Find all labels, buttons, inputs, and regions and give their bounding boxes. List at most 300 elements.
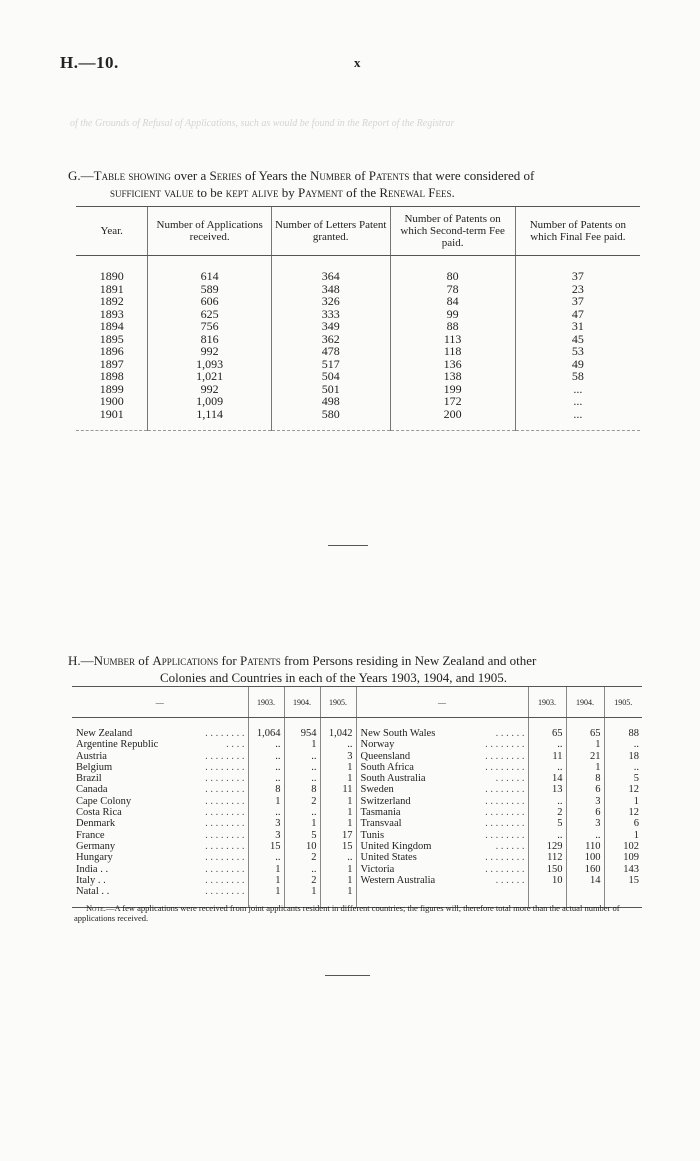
country-name: Italy . . <box>76 874 106 886</box>
title-run: Patents <box>239 653 281 668</box>
col-header-left-1903: 1903. <box>248 687 284 718</box>
title-run: Payment <box>297 185 343 200</box>
table-cell <box>515 420 640 431</box>
table-cell <box>271 420 390 431</box>
title-run: for <box>218 653 240 668</box>
table-g-title <box>68 167 642 201</box>
col-header-second-term: Number of Patents on which Second-term Fee paid. <box>390 207 515 256</box>
country-name: Transvaal <box>356 818 468 829</box>
cell-applications: 614 <box>148 270 271 283</box>
value-1903: .. <box>248 773 284 784</box>
spacer-row <box>72 718 642 729</box>
cell-final-fee: ... <box>515 395 640 408</box>
leader-dots: . . . . . . . . <box>485 795 525 807</box>
value-1904: 8 <box>566 773 604 784</box>
cell-second-term: 88 <box>390 320 515 333</box>
value-1903: 1,064 <box>248 728 284 739</box>
table-cell <box>271 256 390 271</box>
title-run: of Years the <box>241 168 310 183</box>
table-cell <box>72 718 170 729</box>
value-1905: 1,042 <box>320 728 356 739</box>
cell-applications: 992 <box>148 345 271 358</box>
cell-year: 1899 <box>99 381 124 396</box>
table-g-title-prefix: G.— <box>68 168 94 183</box>
country-name: Western Australia <box>356 875 468 886</box>
value-1905: .. <box>604 739 642 750</box>
table-cell <box>390 256 515 271</box>
table-row <box>72 830 642 841</box>
cell-year: 1890 <box>99 269 124 283</box>
value-1905: 17 <box>320 830 356 841</box>
leader-dots: . . . . . . . . <box>205 761 245 773</box>
table-row <box>72 773 642 784</box>
country-name: South Australia <box>356 773 468 784</box>
cell-second-term: 200 <box>390 408 515 421</box>
cell-final-fee: ... <box>515 383 640 396</box>
cell-year: 1893 <box>99 306 124 321</box>
cell-letters-patent: 349 <box>271 320 390 333</box>
leader-dots: . . . . . . . . <box>205 795 245 807</box>
page-number: x <box>354 55 361 70</box>
table-h-title-prefix: H.— <box>68 653 94 668</box>
title-run: Series <box>209 168 242 183</box>
table-row <box>72 818 642 829</box>
table-row <box>76 320 640 333</box>
cell-year: 1895 <box>99 331 124 346</box>
footnote-text: —A few applications were received from joint applicants resident in different countries; the figures will, therefore total more than the actual number of applications received. <box>74 903 620 923</box>
value-1904: 10 <box>284 841 320 852</box>
table-row <box>72 762 642 773</box>
country-name: Belgium <box>76 761 113 773</box>
title-run: of <box>351 168 369 183</box>
value-1904 <box>566 886 604 897</box>
country-name: Canada <box>76 784 108 796</box>
value-1903: .. <box>248 751 284 762</box>
cell-letters-patent: 498 <box>271 395 390 408</box>
cell-second-term: 118 <box>390 345 515 358</box>
country-name: Denmark <box>76 818 116 830</box>
country-name: United Kingdom <box>356 841 468 852</box>
country-name: New South Wales <box>356 728 468 739</box>
value-1905: 12 <box>604 784 642 795</box>
table-cell <box>76 420 148 431</box>
table-cell <box>170 718 248 729</box>
table-row <box>76 295 640 308</box>
value-1904: 2 <box>284 875 320 886</box>
value-1905: 1 <box>320 773 356 784</box>
title-run: to be <box>193 185 226 200</box>
table-row <box>76 270 640 283</box>
footnote <box>74 903 644 923</box>
col-header-right-1904: 1904. <box>566 687 604 718</box>
value-1905: .. <box>320 739 356 750</box>
country-name: Switzerland <box>356 796 468 807</box>
cell-final-fee: 58 <box>515 370 640 383</box>
table-row <box>76 395 640 408</box>
cell-final-fee: 37 <box>515 295 640 308</box>
table-row <box>72 751 642 762</box>
leader-dots: . . . . . . . . <box>485 818 525 830</box>
col-header-final-fee: Number of Patents on which Final Fee paid. <box>515 207 640 256</box>
value-1903 <box>528 886 566 897</box>
cell-year: 1898 <box>99 369 124 383</box>
table-row <box>76 283 640 296</box>
title-run: showing <box>125 168 171 183</box>
value-1905: 102 <box>604 841 642 852</box>
country-name: Norway <box>356 739 468 750</box>
value-1905: 18 <box>604 751 642 762</box>
leader-dots: . . . . . . . . <box>205 784 245 796</box>
table-row <box>72 728 642 739</box>
value-1903: 13 <box>528 784 566 795</box>
cell-year: 1900 <box>99 394 124 408</box>
leader-dots: . . . . . . <box>495 874 525 886</box>
country-name: Tasmania <box>356 807 468 818</box>
cell-year: 1891 <box>99 281 124 296</box>
table-row <box>72 886 642 897</box>
value-1905: 1 <box>320 807 356 818</box>
value-1904: .. <box>284 751 320 762</box>
table-cell <box>566 718 604 729</box>
value-1904: 100 <box>566 852 604 863</box>
cell-year: 1892 <box>99 294 124 308</box>
value-1905: .. <box>604 762 642 773</box>
value-1903: .. <box>248 852 284 863</box>
value-1905: 1 <box>604 830 642 841</box>
value-1905: 1 <box>320 886 356 897</box>
table-g-title-line2 <box>68 184 642 201</box>
value-1905: 88 <box>604 728 642 739</box>
cell-year: 1901 <box>99 406 124 421</box>
value-1904: 65 <box>566 728 604 739</box>
value-1905: 15 <box>604 875 642 886</box>
title-run: kept alive <box>225 185 279 200</box>
table-cell <box>284 718 320 729</box>
value-1903: 15 <box>248 841 284 852</box>
table-cell <box>148 420 271 431</box>
cell-letters-patent: 326 <box>271 295 390 308</box>
value-1905: 1 <box>320 796 356 807</box>
table-row <box>76 358 640 371</box>
cell-applications: 1,021 <box>148 370 271 383</box>
value-1903: .. <box>248 739 284 750</box>
value-1905: .. <box>320 852 356 863</box>
table-row <box>72 841 642 852</box>
value-1904: 1 <box>566 739 604 750</box>
col-header-year: Year. <box>76 207 148 256</box>
title-run: of <box>135 653 153 668</box>
country-name: Sweden <box>356 784 468 795</box>
table-cell <box>528 718 566 729</box>
value-1904: 1 <box>284 818 320 829</box>
value-1905: 1 <box>320 875 356 886</box>
value-1904: 14 <box>566 875 604 886</box>
table-row <box>76 383 640 396</box>
country-name: France <box>76 829 105 841</box>
leader-dots: . . . . . . . . <box>205 840 245 852</box>
value-1904: .. <box>284 864 320 875</box>
cell-letters-patent: 504 <box>271 370 390 383</box>
value-1904: 954 <box>284 728 320 739</box>
tail-row <box>76 420 640 431</box>
value-1903: 5 <box>528 818 566 829</box>
value-1904: .. <box>566 830 604 841</box>
value-1903: 65 <box>528 728 566 739</box>
col-header-right-dash: — <box>356 687 528 718</box>
title-run: Renewal Fees <box>379 185 452 200</box>
leader-dots: . . . . . . <box>495 728 525 739</box>
leader-dots: . . . . . . . . <box>485 829 525 841</box>
table-g-header-row <box>76 207 640 256</box>
cell-applications: 589 <box>148 283 271 296</box>
value-1903: 8 <box>248 784 284 795</box>
cell-second-term: 138 <box>390 370 515 383</box>
cell-year: 1897 <box>99 356 124 371</box>
col-header-letters-patent: Number of Letters Patent granted. <box>271 207 390 256</box>
title-run: over a <box>170 168 210 183</box>
value-1904: 1 <box>284 739 320 750</box>
country-name: Tunis <box>356 830 468 841</box>
cell-letters-patent: 478 <box>271 345 390 358</box>
country-name: Victoria <box>356 864 468 875</box>
table-cell <box>76 256 148 271</box>
col-header-left-1904: 1904. <box>284 687 320 718</box>
table-h <box>72 686 642 908</box>
country-name: Argentine Republic <box>76 739 159 751</box>
cell-letters-patent: 348 <box>271 283 390 296</box>
value-1904: 5 <box>284 830 320 841</box>
table-h-body <box>72 718 642 908</box>
table-cell <box>515 256 640 271</box>
cell-applications: 992 <box>148 383 271 396</box>
cell-second-term: 199 <box>390 383 515 396</box>
value-1904: 8 <box>284 784 320 795</box>
value-1905: 1 <box>320 818 356 829</box>
leader-dots: . . . . . . . . <box>205 818 245 830</box>
value-1903: 2 <box>528 807 566 818</box>
leader-dots: . . . . . . <box>495 773 525 785</box>
value-1905: 5 <box>604 773 642 784</box>
value-1905: 1 <box>320 762 356 773</box>
table-cell <box>390 420 515 431</box>
leader-dots: . . . . . . . . <box>485 739 525 751</box>
country-name: Costa Rica <box>76 807 122 819</box>
value-1903: 3 <box>248 818 284 829</box>
country-name <box>356 886 468 897</box>
value-1903: 150 <box>528 864 566 875</box>
value-1904: 2 <box>284 796 320 807</box>
title-run: sufficient value <box>110 185 194 200</box>
cell-second-term: 78 <box>390 283 515 296</box>
col-header-applications: Number of Applications received. <box>148 207 271 256</box>
leader-dots: . . . . . . . . <box>205 863 245 875</box>
cell-applications: 816 <box>148 333 271 346</box>
country-name: New Zealand <box>76 728 133 739</box>
value-1903: .. <box>528 762 566 773</box>
value-1905: 1 <box>320 864 356 875</box>
cell-second-term: 80 <box>390 270 515 283</box>
leader-dots: . . . . . . . . <box>485 761 525 773</box>
table-row <box>72 796 642 807</box>
leader-dots: . . . . . . <box>495 840 525 852</box>
cell-second-term: 172 <box>390 395 515 408</box>
value-1905: 1 <box>604 796 642 807</box>
cell-applications: 1,009 <box>148 395 271 408</box>
cell-letters-patent: 517 <box>271 358 390 371</box>
value-1903: 14 <box>528 773 566 784</box>
table-row <box>76 333 640 346</box>
cell-applications: 1,093 <box>148 358 271 371</box>
cell-year: 1896 <box>99 344 124 358</box>
table-g-title-line1 <box>94 168 535 183</box>
value-1903: 11 <box>528 751 566 762</box>
country-name: Cape Colony <box>76 795 132 807</box>
table-h-title-line1 <box>94 653 537 668</box>
title-run: . <box>451 185 455 200</box>
table-cell <box>248 718 284 729</box>
value-1903: 1 <box>248 796 284 807</box>
value-1905: 143 <box>604 864 642 875</box>
table-cell <box>320 718 356 729</box>
value-1905 <box>604 886 642 897</box>
value-1903: 10 <box>528 875 566 886</box>
value-1905: 6 <box>604 818 642 829</box>
cell-applications: 606 <box>148 295 271 308</box>
value-1904: 1 <box>284 886 320 897</box>
value-1903: 1 <box>248 875 284 886</box>
leader-dots: . . . . . . . . <box>205 750 245 762</box>
cell-second-term: 84 <box>390 295 515 308</box>
value-1904: .. <box>284 762 320 773</box>
leader-dots: . . . . . . . . <box>485 750 525 762</box>
leader-dots: . . . . . . . . <box>205 874 245 886</box>
table-g-body <box>76 256 640 431</box>
cell-second-term: 113 <box>390 333 515 346</box>
table-row <box>76 370 640 383</box>
cell-letters-patent: 580 <box>271 408 390 421</box>
country-name: Germany <box>76 840 116 852</box>
cell-applications: 1,114 <box>148 408 271 421</box>
value-1903: .. <box>528 739 566 750</box>
spacer-row <box>76 256 640 271</box>
title-run: by <box>278 185 298 200</box>
table-h-header-row <box>72 687 642 718</box>
value-1903: .. <box>528 830 566 841</box>
title-run: of the <box>342 185 380 200</box>
table-row <box>72 852 642 863</box>
value-1903: .. <box>528 796 566 807</box>
end-divider <box>325 975 370 976</box>
value-1904: 110 <box>566 841 604 852</box>
value-1903: 1 <box>248 864 284 875</box>
table-g <box>76 206 640 431</box>
cell-final-fee: 53 <box>515 345 640 358</box>
country-name: Natal . . <box>76 886 110 898</box>
leader-dots: . . . . . . . . <box>205 852 245 864</box>
cell-final-fee: 37 <box>515 270 640 283</box>
table-row <box>76 345 640 358</box>
table-h-title-line2: Colonies and Countries in each of the Years 1903, 1904, and 1905. <box>160 670 507 685</box>
col-header-right-1905: 1905. <box>604 687 642 718</box>
col-header-left-dash: — <box>72 687 248 718</box>
leader-dots: . . . . . . . . <box>205 773 245 785</box>
title-run: Applications <box>152 653 219 668</box>
value-1903: 1 <box>248 886 284 897</box>
document-reference: H.—10. <box>60 53 119 72</box>
value-1904: 21 <box>566 751 604 762</box>
value-1904: 6 <box>566 784 604 795</box>
country-name: Hungary <box>76 852 113 864</box>
section-divider <box>328 545 368 546</box>
table-row <box>72 739 642 750</box>
leader-dots <box>468 886 528 897</box>
cell-letters-patent: 362 <box>271 333 390 346</box>
table-row <box>76 408 640 421</box>
table-row <box>72 807 642 818</box>
table-row <box>76 308 640 321</box>
cell-second-term: 136 <box>390 358 515 371</box>
table-cell <box>468 718 528 729</box>
title-run: that were considered of <box>409 168 535 183</box>
value-1903: 112 <box>528 852 566 863</box>
leader-dots: . . . . . . . . <box>205 886 245 898</box>
value-1904: 3 <box>566 796 604 807</box>
cell-final-fee: 49 <box>515 358 640 371</box>
value-1905: 15 <box>320 841 356 852</box>
value-1903: .. <box>248 762 284 773</box>
col-header-right-1903: 1903. <box>528 687 566 718</box>
cell-final-fee: ... <box>515 408 640 421</box>
table-cell <box>604 718 642 729</box>
country-name: South Africa <box>356 762 468 773</box>
title-run: Number <box>309 168 352 183</box>
leader-dots: . . . . . . . . <box>205 829 245 841</box>
value-1903: .. <box>248 807 284 818</box>
country-name: Brazil <box>76 773 102 785</box>
value-1903: 3 <box>248 830 284 841</box>
title-run: Table <box>93 168 126 183</box>
leader-dots: . . . . . . . . <box>485 784 525 796</box>
leader-dots: . . . . . . . . <box>485 863 525 875</box>
table-row <box>72 864 642 875</box>
country-name: Austria <box>76 750 107 762</box>
leader-dots: . . . . . . . . <box>485 807 525 819</box>
cell-letters-patent: 364 <box>271 270 390 283</box>
leader-dots: . . . . <box>226 739 245 751</box>
footnote-label: Note. <box>86 903 106 913</box>
title-run: Patents <box>368 168 410 183</box>
cell-final-fee: 31 <box>515 320 640 333</box>
col-header-left-1905: 1905. <box>320 687 356 718</box>
value-1905: 12 <box>604 807 642 818</box>
cell-final-fee: 47 <box>515 308 640 321</box>
table-h-title <box>68 652 642 686</box>
value-1904: 1 <box>566 762 604 773</box>
show-through-text: of the Grounds of Refusal of Applications, such as would be found in the Report of the Registrar <box>70 118 455 129</box>
table-row <box>72 875 642 886</box>
cell-final-fee: 23 <box>515 283 640 296</box>
value-1905: 3 <box>320 751 356 762</box>
value-1905: 11 <box>320 784 356 795</box>
title-run: from Persons residing in New Zealand and other <box>280 653 537 668</box>
cell-applications: 756 <box>148 320 271 333</box>
value-1904: 160 <box>566 864 604 875</box>
cell-final-fee: 45 <box>515 333 640 346</box>
country-name: India . . <box>76 863 109 875</box>
cell-year: 1894 <box>99 319 124 333</box>
table-row <box>72 784 642 795</box>
value-1904: 3 <box>566 818 604 829</box>
